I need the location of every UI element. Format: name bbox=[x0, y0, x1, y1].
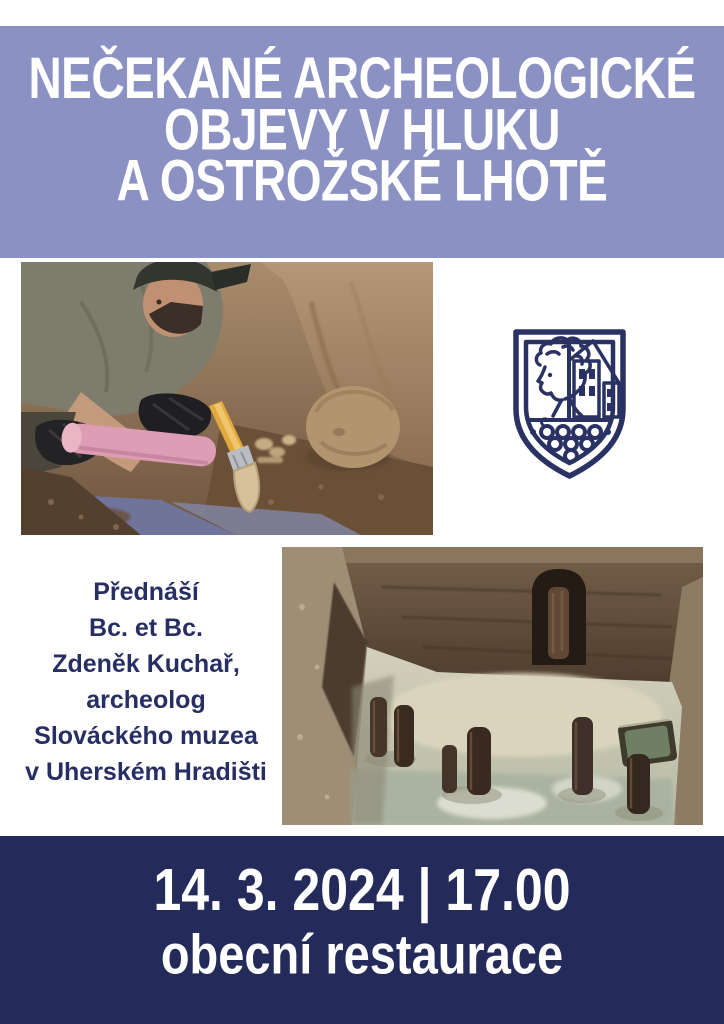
lecturer-line-4: archeolog bbox=[86, 686, 206, 714]
skull-graphic bbox=[306, 386, 400, 471]
coat-of-arms-icon bbox=[507, 323, 632, 485]
lecturer-line-2: Bc. et Bc. bbox=[89, 614, 203, 642]
lecturer-line-3: Zdeněk Kuchař, bbox=[52, 650, 240, 678]
title-line-3: A OSTROŽSKÉ LHOTĚ bbox=[116, 146, 608, 214]
excavation-photo-pit bbox=[282, 547, 703, 825]
hluk-coat-of-arms-logo bbox=[507, 323, 632, 485]
wall-niche bbox=[532, 569, 586, 665]
event-datetime: 14. 3. 2024 | 17.00 bbox=[153, 856, 571, 923]
poster-title bbox=[0, 44, 724, 214]
title-banner bbox=[0, 26, 724, 258]
footer-banner bbox=[0, 836, 724, 1024]
lecturer-line-5: Slováckého muzea bbox=[34, 722, 258, 750]
event-details bbox=[0, 858, 724, 988]
title-line-2: OBJEVY V HLUKU bbox=[163, 95, 561, 163]
title-line-1: NEČEKANÉ ARCHEOLOGICKÉ bbox=[28, 44, 696, 111]
lecturer-line-6: v Uherském Hradišti bbox=[25, 758, 267, 786]
lecturer-line-1: Přednáší bbox=[93, 578, 199, 606]
excavation-photo-archaeologist bbox=[21, 262, 433, 535]
event-venue: obecní restaurace bbox=[160, 922, 564, 986]
lecturer-info bbox=[0, 574, 292, 790]
excavation-photo-archaeologist-graphic bbox=[21, 262, 433, 535]
excavation-photo-pit-graphic bbox=[282, 547, 703, 825]
